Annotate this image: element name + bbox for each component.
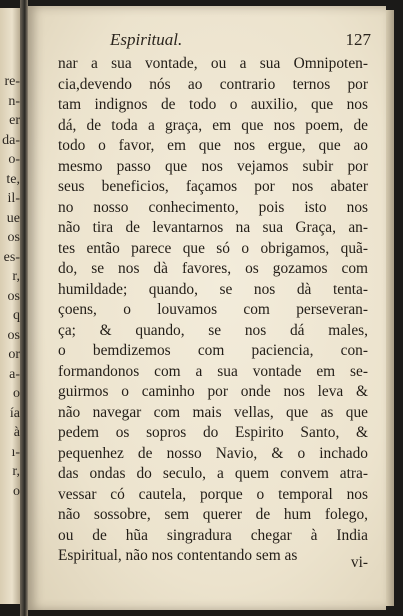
text-line: das ondas do seculo, a quem convem atra- (58, 465, 368, 482)
facing-page-fragment: os (7, 288, 20, 304)
facing-page-fragment: os (7, 327, 20, 343)
facing-page-fragment: a- (9, 366, 20, 382)
text-line: vessar có cautela, porque o temporal nos (58, 485, 368, 503)
text-line: guirmos o caminho por onde nos leva & (58, 383, 368, 400)
text-line: humildade; quando, se nos dà tenta- (58, 280, 368, 298)
text-line: pedem os sopros do Espirito Santo, & (58, 424, 368, 441)
text-line: pequenhez de nosso Navio, & o inchado (58, 444, 368, 462)
body-text (58, 54, 368, 564)
text-line: do, se nos dà favores, os gozamos com (58, 260, 368, 277)
facing-page-fragment: o (13, 483, 20, 499)
page-number: 127 (345, 30, 371, 49)
text-line: formandonos com a sua vontade em se- (58, 362, 368, 380)
text-line: nar a sua vontade, ou a sua Omnipoten- (58, 55, 368, 72)
facing-page-fragment: o (13, 386, 20, 401)
page-edge (386, 10, 394, 606)
book-gutter (20, 0, 28, 616)
text-line: no nosso conhecimento, pois isto nos (58, 198, 368, 216)
text-line: não sossobre, sem querer de hum folego, (58, 506, 368, 523)
facing-page-fragment: os (7, 230, 20, 245)
facing-page-fragment: q (13, 308, 20, 323)
facing-page-fragment: r, (12, 464, 20, 479)
facing-page-fragment: da- (2, 132, 20, 148)
facing-page-fragment: ı- (11, 444, 20, 460)
facing-page-fragment: ue (6, 210, 20, 226)
facing-page-fragment: te, (6, 171, 20, 187)
catchword: vi- (350, 554, 368, 571)
text-line: o bemdizemos com paciencia, con- (58, 342, 368, 359)
text-line: cia,devendo nós ao contrario ternos por (58, 75, 368, 93)
facing-page-text-fragments (1, 72, 20, 572)
facing-page-fragment: ía (9, 405, 20, 421)
facing-page-fragment: n- (8, 93, 20, 109)
facing-page-fragment: à (13, 425, 20, 440)
text-line: seus beneficios, façamos por nos abater (58, 178, 368, 195)
facing-page-fragment: o- (8, 152, 20, 167)
text-line: ou de hũa singradura chegar à India (58, 526, 368, 544)
text-line: dá, de toda a graça, em que nos poem, de (58, 116, 368, 134)
text-line: mesmo passo que nos vejamos subir por (58, 157, 368, 175)
facing-page-fragment: es- (3, 249, 20, 265)
facing-page-fragment: or (8, 347, 20, 362)
facing-page-fragment: r, (12, 269, 20, 284)
running-title: Espiritual. (110, 30, 183, 49)
text-line: não tira de levantarnos na sua Graça, an- (58, 219, 368, 236)
text-line: Espiritual, não nos contentando sem as (58, 547, 298, 564)
text-line: ça; & quando, se nos dá males, (58, 321, 368, 339)
facing-page-fragment: er (9, 113, 20, 128)
text-line: não navegar com mais vellas, que as que (58, 403, 368, 421)
text-line: tam indignos de todo o auxilio, que nos (58, 96, 368, 113)
text-line: tes então parece que só o obrigamos, quã- (58, 239, 368, 257)
text-line: çoens, o louvamos com perseveran- (58, 301, 368, 318)
text-line: todo o favor, em que nos ergue, que ao (58, 137, 368, 154)
facing-page-fragment: il- (7, 191, 20, 206)
facing-page-fragment: re- (4, 74, 20, 89)
